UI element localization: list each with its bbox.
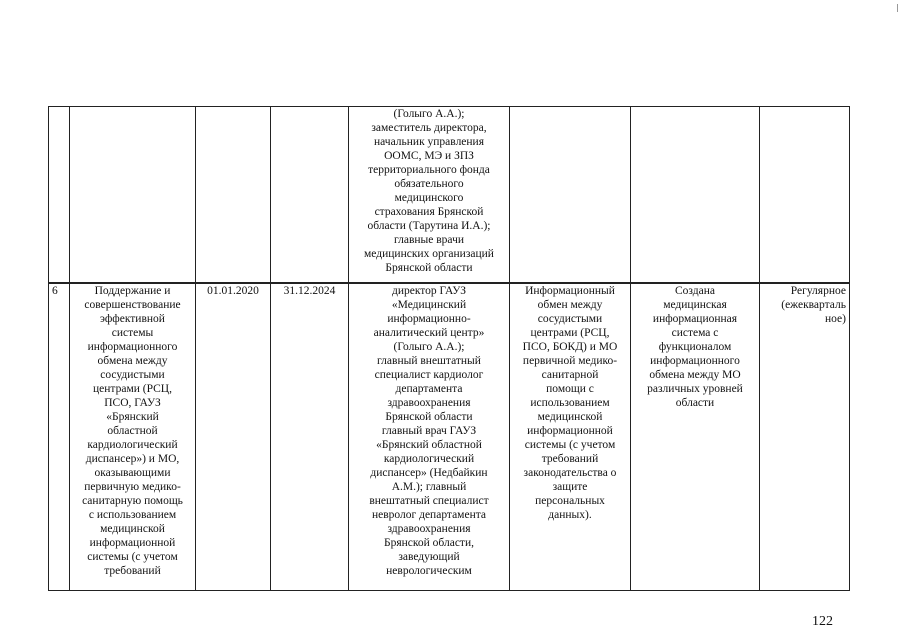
cell-result [631,107,760,283]
cell-start-date [196,107,271,283]
cell-end-date [271,107,349,283]
cell-responsible: (Голыго А.А.); заместитель директора, начальник управления ООМС, МЭ и ЗПЗ территориального фонда обязательного медицинского страхования Брянской области (Тарутина И.А.); главные врачи медицинских организаций Брянской области [349,107,510,283]
page-edge-mark [897,4,898,12]
cell-end-date: 31.12.2024 [271,283,349,591]
cell-responsible: директор ГАУЗ «Медицинский информационно- аналитический центр» (Голыго А.А.); главный внештатный специалист кардиолог департамента здравоохранения Брянской области главный врач ГАУЗ «Брянский областной кардиологический диспансер» (Недбайкин А.М.); главный внештатный специалист невролог департамента здравоохранения Брянской области, заведующий неврологическим [349,283,510,591]
table-row-6 [49,283,850,591]
cell-result: Создана медицинская информационная система с функционалом информационного обмена между МО различных уровней области [631,283,760,591]
cell-frequency: Регулярное (ежекварталь ное) [760,283,850,591]
cell-frequency [760,107,850,283]
cell-num [49,107,70,283]
cell-description [510,107,631,283]
measures-table [48,106,850,591]
cell-num: 6 [49,283,70,591]
cell-measure [70,107,196,283]
cell-measure: Поддержание и совершенствование эффективной системы информационного обмена между сосудистыми центрами (РСЦ, ПСО, ГАУЗ «Брянский областной кардиологический диспансер») и МО, оказывающими первичную медико- санитарную помощь с использованием медицинской информационной системы (с учетом требований [70,283,196,591]
cell-description: Информационный обмен между сосудистыми центрами (РСЦ, ПСО, БОКД) и МО первичной медико- санитарной помощи с использованием медицинской информационной системы (с учетом требований законодательства о защите персональных данных). [510,283,631,591]
cell-start-date: 01.01.2020 [196,283,271,591]
page-number: 122 [812,614,833,629]
table-row-continuation [49,107,850,283]
